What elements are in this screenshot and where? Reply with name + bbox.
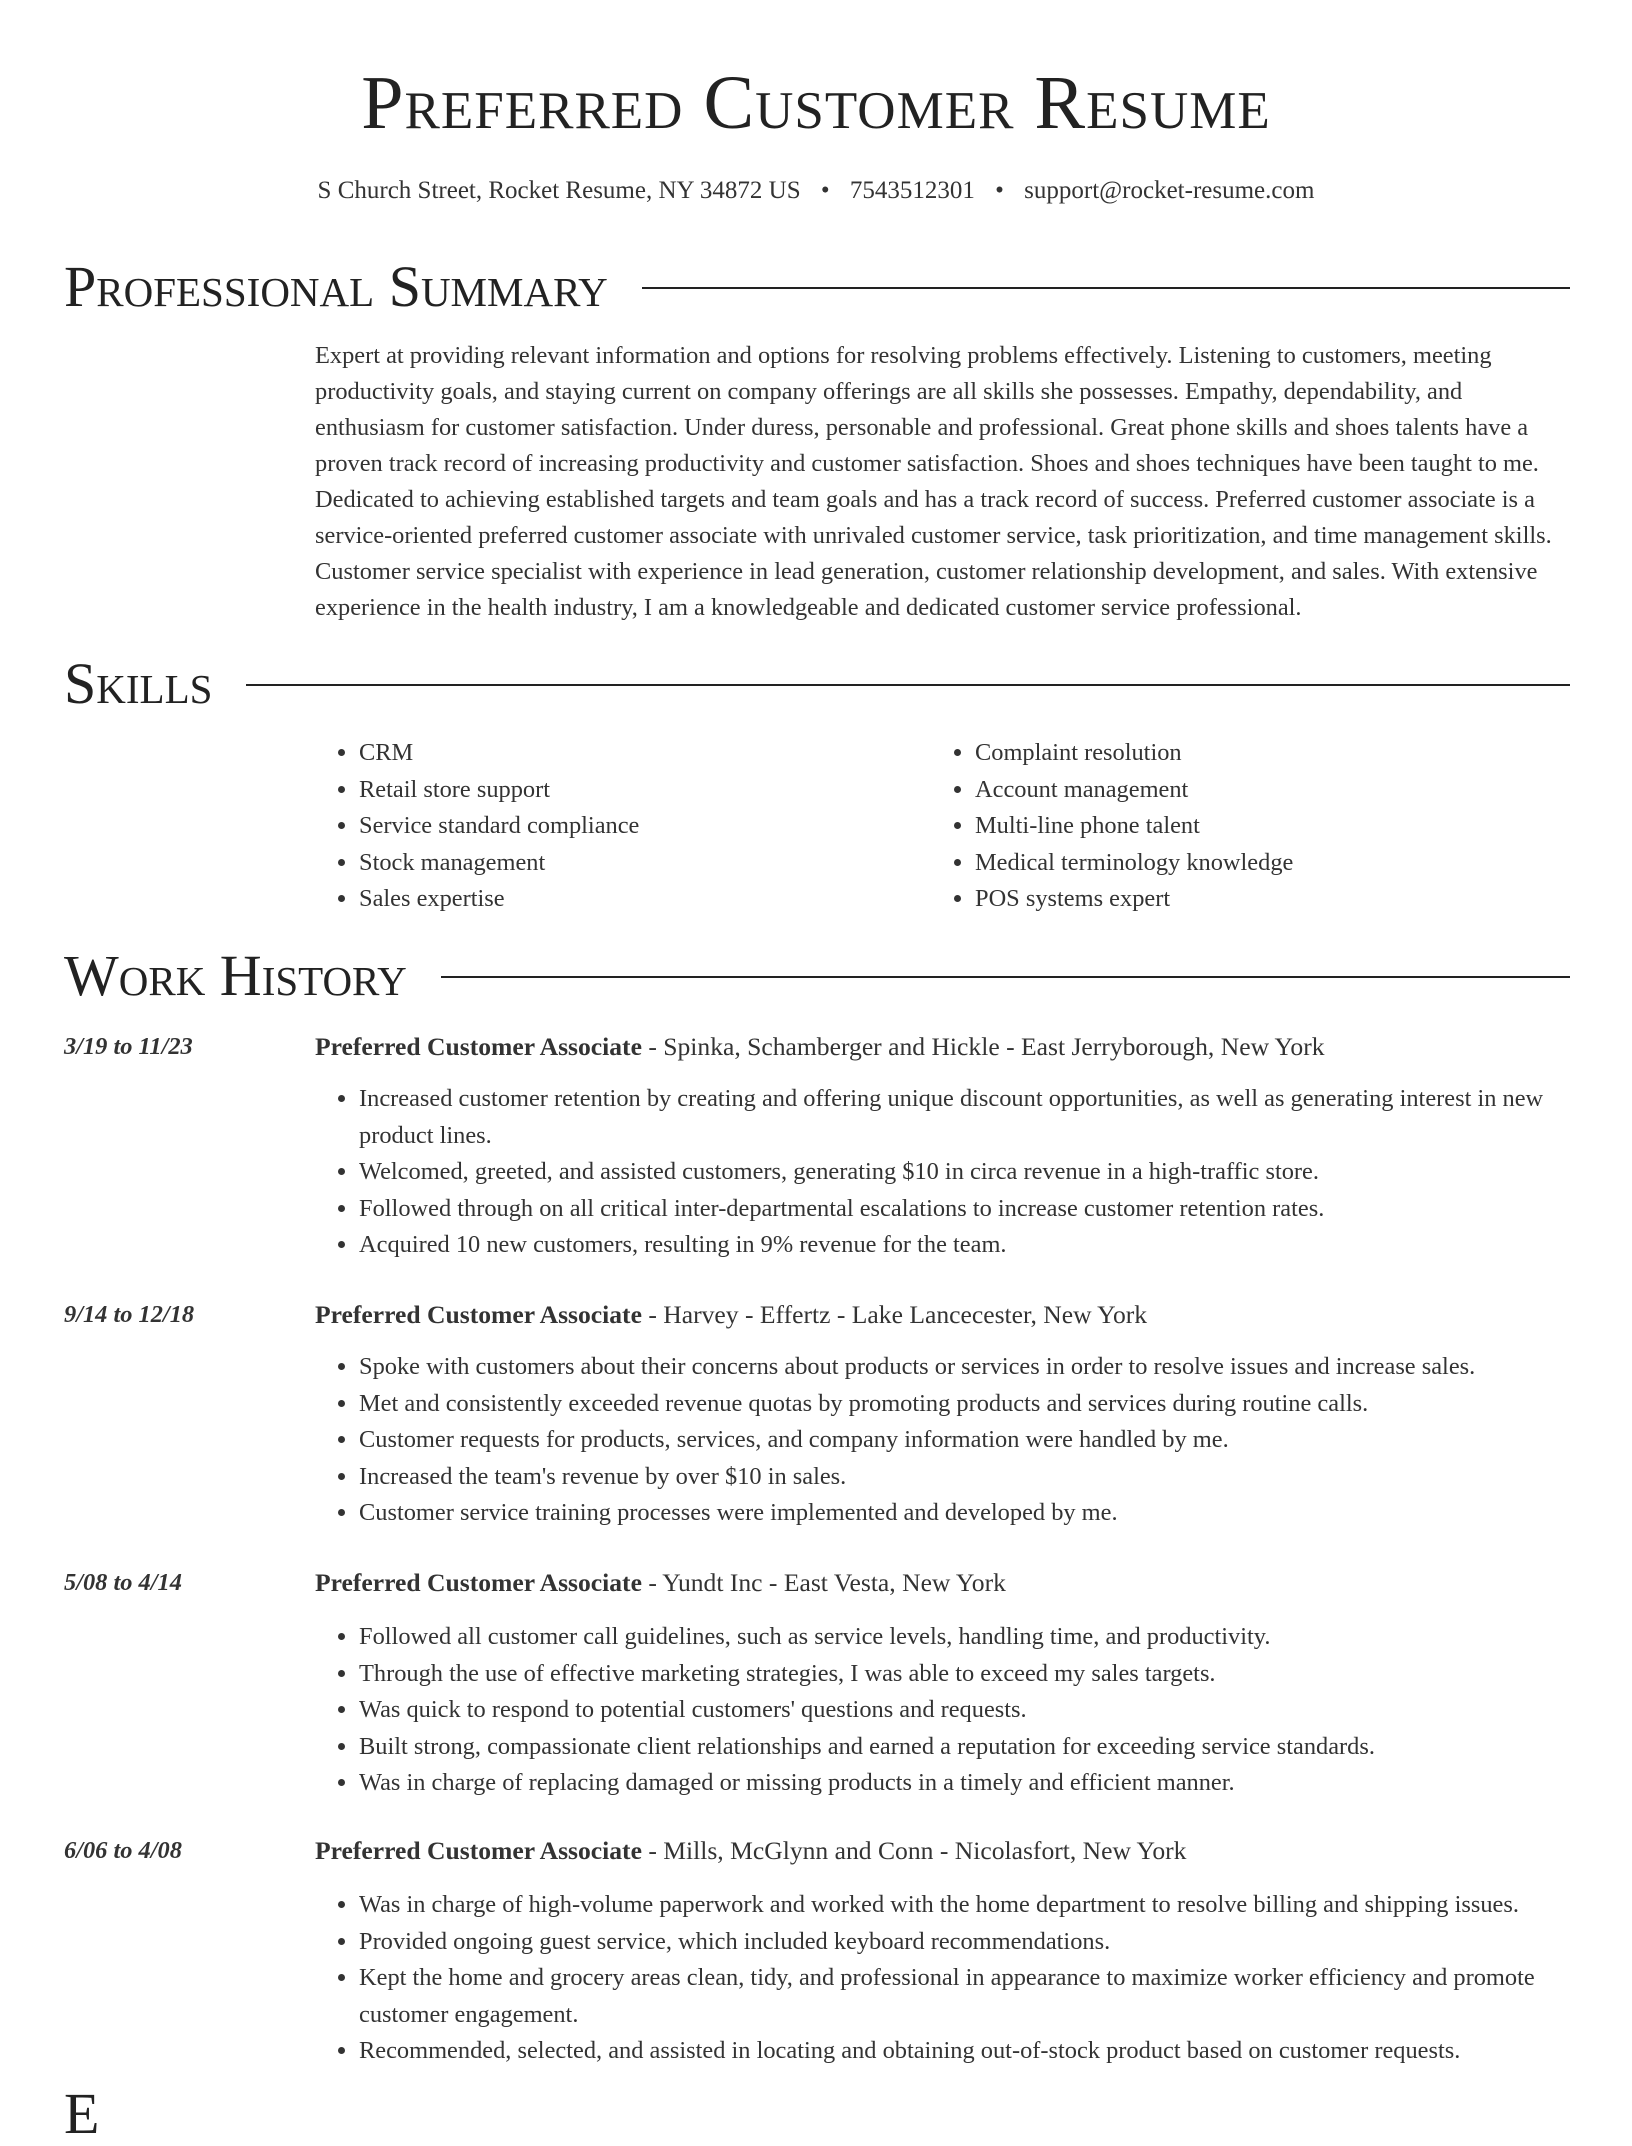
job-bullet: • Acquired 10 new customers, resulting in 9% revenue for the team.: [359, 1227, 1571, 1264]
job-bullet: • Spoke with customers about their concerns about products or services in order to resolve issues and increase sales.: [359, 1349, 1571, 1386]
job-bullet-list: [315, 1081, 1571, 1264]
skill-item: • Service standard compliance: [359, 808, 639, 845]
job-bullet: • Welcomed, greeted, and assisted customers, generating $10 in circa revenue in a high-traffic store.: [359, 1154, 1571, 1191]
job-dates: 6/06 to 4/08: [64, 1837, 182, 1864]
job-bullet: • Built strong, compassionate client relationships and earned a reputation for exceeding service standards.: [359, 1729, 1571, 1766]
skill-item: • Complaint resolution: [975, 735, 1293, 772]
contact-line: [0, 175, 1632, 207]
job-title: [315, 1298, 1571, 1332]
job-employer: - Harvey - Effertz - Lake Lancecester, New York: [641, 1300, 1148, 1329]
job-role: Preferred Customer Associate: [315, 1836, 642, 1865]
job-bullet: • Was in charge of replacing damaged or missing products in a timely and efficient manner.: [359, 1765, 1571, 1802]
job-bullet: • Increased the team's revenue by over $10 in sales.: [359, 1459, 1571, 1496]
skill-item: • Medical terminology knowledge: [975, 845, 1293, 882]
resume-name: Preferred Customer Resume: [361, 61, 1271, 145]
job-dates: 3/19 to 11/23: [64, 1033, 193, 1060]
summary-heading: Professional Summary: [64, 254, 608, 319]
skill-item: • Multi-line phone talent: [975, 808, 1293, 845]
job-bullet: • Followed through on all critical inter-departmental escalations to increase customer retention rates.: [359, 1191, 1571, 1228]
skills-list-left: [315, 735, 639, 918]
job-dates: 9/14 to 12/18: [64, 1301, 195, 1328]
skill-item: • POS systems expert: [975, 881, 1293, 918]
job-role: Preferred Customer Associate: [315, 1300, 642, 1329]
job-title: [315, 1834, 1571, 1868]
contact-email: support@rocket-resume.com: [1024, 177, 1315, 204]
summary-text: Expert at providing relevant information and options for resolving problems effectively. Listening to customers, meeting productivity goals, and staying current on company offerings are all skills she possesses. Empathy, dependability, and enthusiasm for customer satisfaction. Under duress, personable and professional. Great phone skills and shoes talents have a proven track record of increasing productivity and customer satisfaction. Shoes and shoes techniques have been taught to me. Dedicated to achieving established targets and team goals and has a track record of success. Preferred customer associate is a service-oriented preferred customer associate with unrivaled customer service, task prioritization, and time management skills. Customer service specialist with experience in lead generation, customer relationship development, and sales. With extensive experience in the health industry, I am a knowledgeable and dedicated customer service professional.: [315, 342, 1552, 621]
section-divider: [246, 684, 1570, 686]
job-bullet: • Increased customer retention by creating and offering unique discount opportunities, as well as generating interest in new product lines.: [359, 1081, 1571, 1154]
job-bullet: • Recommended, selected, and assisted in locating and obtaining out-of-stock product based on customer requests.: [359, 2033, 1571, 2070]
job-bullet: • Provided ongoing guest service, which included keyboard recommendations.: [359, 1924, 1571, 1961]
job-bullet-list: [315, 1619, 1571, 1802]
contact-address: S Church Street, Rocket Resume, NY 34872 US: [317, 177, 801, 204]
skill-item: • Retail store support: [359, 772, 639, 809]
job-title: [315, 1030, 1571, 1064]
job-bullet: • Was in charge of high-volume paperwork and worked with the home department to resolve billing and shipping issues.: [359, 1887, 1571, 1924]
job-bullet: • Customer service training processes were implemented and developed by me.: [359, 1495, 1571, 1532]
job-title: [315, 1566, 1571, 1600]
contact-separator: •: [820, 177, 830, 204]
work-section-header: [64, 944, 1570, 1008]
contact-phone: 7543512301: [849, 177, 975, 204]
job-bullet: • Was quick to respond to potential customers' questions and requests.: [359, 1692, 1571, 1729]
summary-section-header: [64, 255, 1570, 319]
education-heading-partial: E: [64, 2081, 100, 2146]
job-role: Preferred Customer Associate: [315, 1568, 642, 1597]
work-heading: Work History: [64, 943, 407, 1008]
skills-list-right: [931, 735, 1293, 918]
job-employer: - Mills, McGlynn and Conn - Nicolasfort, New York: [641, 1836, 1187, 1865]
skill-item: • Account management: [975, 772, 1293, 809]
job-bullet: • Kept the home and grocery areas clean, tidy, and professional in appearance to maximize worker efficiency and promote customer engagement.: [359, 1960, 1571, 2033]
skill-item: • Sales expertise: [359, 881, 639, 918]
job-bullet-list: [315, 1349, 1571, 1532]
skill-item: • CRM: [359, 735, 639, 772]
skills-section-header: [64, 652, 1570, 716]
job-dates: 5/08 to 4/14: [64, 1569, 182, 1596]
job-bullet: • Through the use of effective marketing strategies, I was able to exceed my sales targets.: [359, 1656, 1571, 1693]
section-divider: [642, 287, 1570, 289]
job-role: Preferred Customer Associate: [315, 1032, 642, 1061]
job-bullet-list: [315, 1887, 1571, 2070]
job-bullet: • Followed all customer call guidelines, such as service levels, handling time, and productivity.: [359, 1619, 1571, 1656]
job-employer: - Spinka, Schamberger and Hickle - East Jerryborough, New York: [641, 1032, 1325, 1061]
skills-heading: Skills: [64, 651, 213, 716]
skill-item: • Stock management: [359, 845, 639, 882]
section-divider: [441, 976, 1570, 978]
contact-separator: •: [995, 177, 1004, 204]
job-bullet: • Customer requests for products, services, and company information were handled by me.: [359, 1422, 1571, 1459]
job-bullet: • Met and consistently exceeded revenue quotas by promoting products and services during routine calls.: [359, 1386, 1571, 1423]
job-employer: - Yundt Inc - East Vesta, New York: [641, 1568, 1006, 1597]
